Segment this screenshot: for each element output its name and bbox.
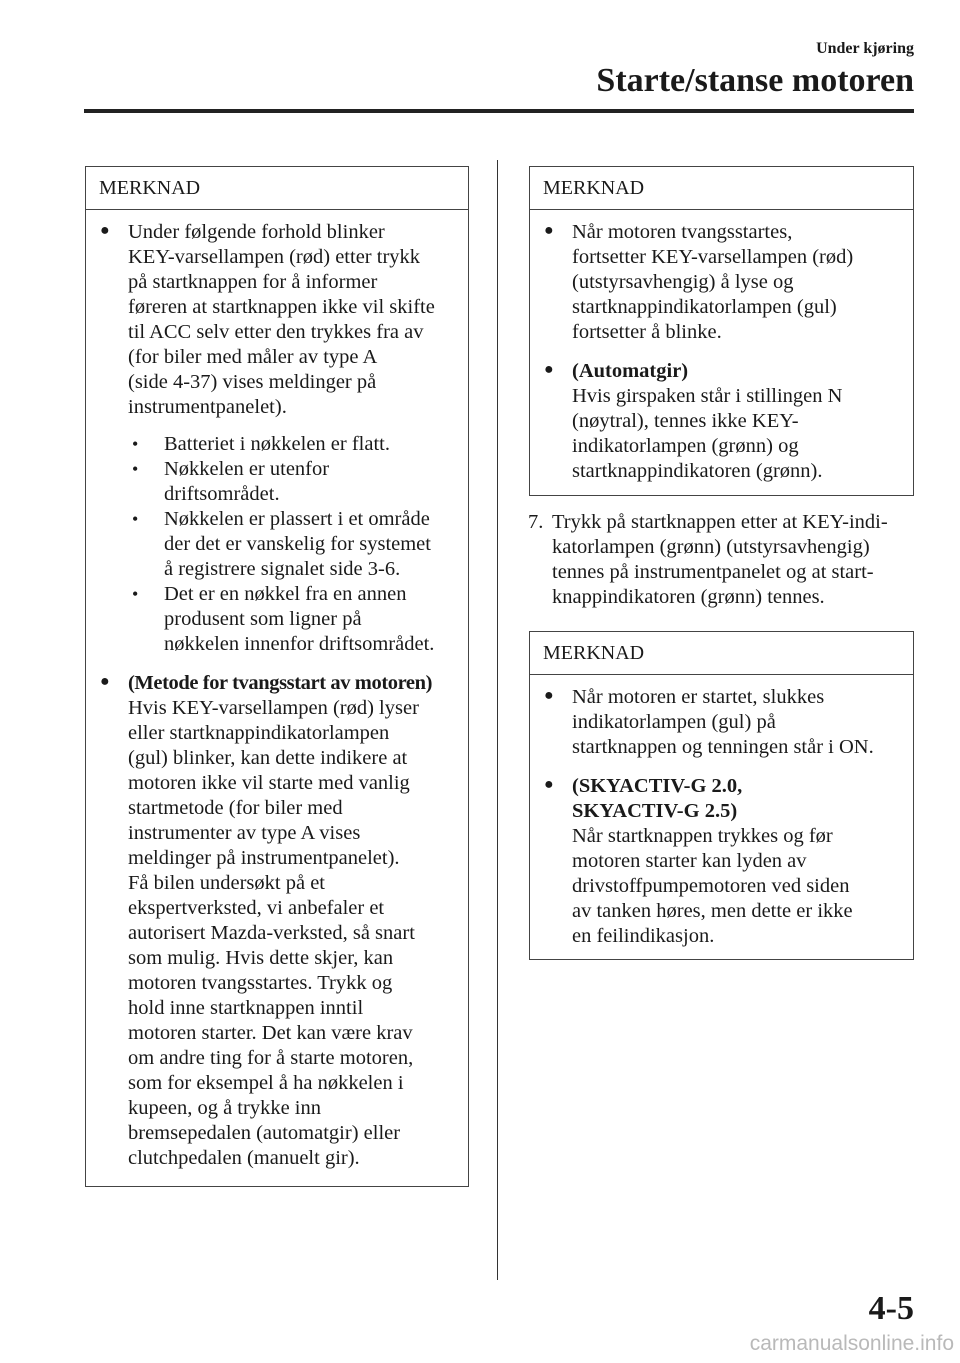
text-line: av tanken høres, men dette er ikke bbox=[572, 900, 853, 922]
text-line: (for biler med måler av type A bbox=[128, 346, 378, 368]
step-number: 7. bbox=[528, 511, 544, 533]
header-section-label: Under kjøring bbox=[816, 40, 914, 57]
text-line: autorisert Mazda-verksted, så snart bbox=[128, 922, 415, 944]
note-box-left bbox=[85, 166, 469, 1187]
small-bullet-icon bbox=[132, 582, 138, 607]
text-line: som mulig. Hvis dette skjer, kan bbox=[128, 947, 394, 969]
note-heading: MERKNAD bbox=[86, 167, 468, 210]
text-line: å registrere signalet side 3-6. bbox=[164, 558, 401, 580]
text-line: katorlampen (grønn) (utstyrsavhengig) bbox=[552, 536, 870, 558]
page-number: 4-5 bbox=[868, 1290, 914, 1327]
small-bullet-icon bbox=[132, 432, 138, 457]
note-item-text bbox=[572, 384, 901, 484]
note-item-text bbox=[572, 685, 901, 760]
text-line: startmetode (for biler med bbox=[128, 797, 343, 819]
header-rule bbox=[84, 109, 914, 113]
text-line: Hvis girspaken står i stillingen N bbox=[572, 385, 843, 407]
text-line: indikatorlampen (gul) på bbox=[572, 711, 776, 733]
note-item-heading: (Automatgir) bbox=[572, 360, 689, 382]
text-line: (gul) blinker, kan dette indikere at bbox=[128, 747, 408, 769]
text-line: fortsetter KEY-varsellampen (rød) bbox=[572, 246, 854, 268]
text-line: ekspertverksted, vi anbefaler et bbox=[128, 897, 385, 919]
text-line: indikatorlampen (grønn) og bbox=[572, 435, 799, 457]
text-line: startknappen og tenningen står i ON. bbox=[572, 736, 874, 758]
text-line: fortsetter å blinke. bbox=[572, 321, 722, 343]
text-line: som for eksempel å ha nøkkelen i bbox=[128, 1072, 404, 1094]
note-box-right-top bbox=[529, 166, 914, 496]
text-line: føreren at startknappen ikke vil skifte bbox=[128, 296, 435, 318]
note-item bbox=[544, 685, 901, 760]
text-line: (nøytral), tennes ikke KEY- bbox=[572, 410, 799, 432]
text-line: KEY-varsellampen (rød) etter trykk bbox=[128, 246, 421, 268]
note-item bbox=[544, 774, 901, 949]
small-bullet-icon bbox=[132, 507, 138, 532]
text-line: (SKYACTIV-G 2.0, bbox=[572, 775, 743, 797]
text-line: Det er en nøkkel fra en annen bbox=[164, 583, 407, 605]
sub-list-item bbox=[128, 582, 456, 657]
text-line: Når motoren er startet, slukkes bbox=[572, 686, 825, 708]
text-line: Batteriet i nøkkelen er flatt. bbox=[164, 433, 390, 455]
note-item bbox=[544, 359, 901, 484]
bullet-icon bbox=[544, 359, 572, 384]
bullet-icon bbox=[544, 774, 572, 799]
text-line: instrumentpanelet). bbox=[128, 396, 287, 418]
text-line: nøkkelen innenfor driftsområdet. bbox=[164, 633, 435, 655]
sub-list-item bbox=[128, 432, 456, 457]
text-line: Når motoren tvangsstartes, bbox=[572, 221, 793, 243]
text-line: til ACC selv etter den trykkes fra av bbox=[128, 321, 424, 343]
text-line: startknappindikatorlampen (gul) bbox=[572, 296, 837, 318]
text-line: på startknappen for å informer bbox=[128, 271, 378, 293]
text-line: meldinger på instrumentpanelet). bbox=[128, 847, 400, 869]
bullet-icon bbox=[100, 220, 128, 245]
sub-list bbox=[128, 432, 456, 657]
text-line: Når startknappen trykkes og før bbox=[572, 825, 833, 847]
page-title: Starte/stanse motoren bbox=[596, 62, 914, 99]
bullet-icon bbox=[100, 671, 128, 696]
sub-list-item bbox=[128, 507, 456, 582]
note-item-text bbox=[572, 824, 901, 949]
note-item-heading bbox=[572, 774, 901, 824]
text-line: motoren tvangsstartes. Trykk og bbox=[128, 972, 393, 994]
text-line: knappindikatoren (grønn) tennes. bbox=[552, 586, 825, 608]
text-line: kupeen, og å trykke inn bbox=[128, 1097, 321, 1119]
text-line: (side 4-37) vises meldinger på bbox=[128, 371, 377, 393]
note-item-text bbox=[128, 220, 456, 420]
text-line: SKYACTIV-G 2.5) bbox=[572, 800, 738, 822]
text-line: tennes på instrumentpanelet og at start- bbox=[552, 561, 874, 583]
note-item bbox=[544, 220, 901, 345]
text-line: (utstyrsavhengig) å lyse og bbox=[572, 271, 794, 293]
text-line: Under følgende forhold blinker bbox=[128, 221, 385, 243]
note-item bbox=[100, 220, 456, 657]
step-text bbox=[528, 510, 916, 610]
text-line: motoren ikke vil starte med vanlig bbox=[128, 772, 410, 794]
note-heading: MERKNAD bbox=[530, 632, 913, 675]
column-divider bbox=[497, 160, 498, 1280]
note-box-right-bottom bbox=[529, 631, 914, 960]
note-item bbox=[100, 671, 456, 1171]
bullet-icon bbox=[544, 220, 572, 245]
note-item-heading: (Metode for tvangsstart av motoren) bbox=[128, 672, 433, 694]
note-item-text bbox=[572, 220, 901, 345]
watermark: carmanualsonline.info bbox=[749, 1332, 954, 1355]
note-heading: MERKNAD bbox=[530, 167, 913, 210]
text-line: eller startknappindikatorlampen bbox=[128, 722, 390, 744]
text-line: driftsområdet. bbox=[164, 483, 280, 505]
text-line: clutchpedalen (manuelt gir). bbox=[128, 1147, 360, 1169]
text-line: Få bilen undersøkt på et bbox=[128, 872, 325, 894]
bullet-icon bbox=[544, 685, 572, 710]
text-line: startknappindikatoren (grønn). bbox=[572, 460, 823, 482]
text-line: hold inne startknappen inntil bbox=[128, 997, 364, 1019]
text-line: der det er vanskelig for systemet bbox=[164, 533, 431, 555]
text-line: Nøkkelen er utenfor bbox=[164, 458, 330, 480]
text-line: bremsepedalen (automatgir) eller bbox=[128, 1122, 401, 1144]
text-line: om andre ting for å starte motoren, bbox=[128, 1047, 414, 1069]
text-line: produsent som ligner på bbox=[164, 608, 362, 630]
step-7 bbox=[528, 510, 916, 610]
text-line: Nøkkelen er plassert i et område bbox=[164, 508, 430, 530]
text-line: motoren starter kan lyden av bbox=[572, 850, 807, 872]
note-item-text bbox=[128, 696, 456, 1171]
text-line: Trykk på startknappen etter at KEY-indi- bbox=[552, 511, 888, 533]
text-line: drivstoffpumpemotoren ved siden bbox=[572, 875, 850, 897]
text-line: Hvis KEY-varsellampen (rød) lyser bbox=[128, 697, 419, 719]
sub-list-item bbox=[128, 457, 456, 507]
small-bullet-icon bbox=[132, 457, 138, 482]
text-line: instrumenter av type A vises bbox=[128, 822, 361, 844]
text-line: motoren starter. Det kan være krav bbox=[128, 1022, 413, 1044]
text-line: en feilindikasjon. bbox=[572, 925, 715, 947]
